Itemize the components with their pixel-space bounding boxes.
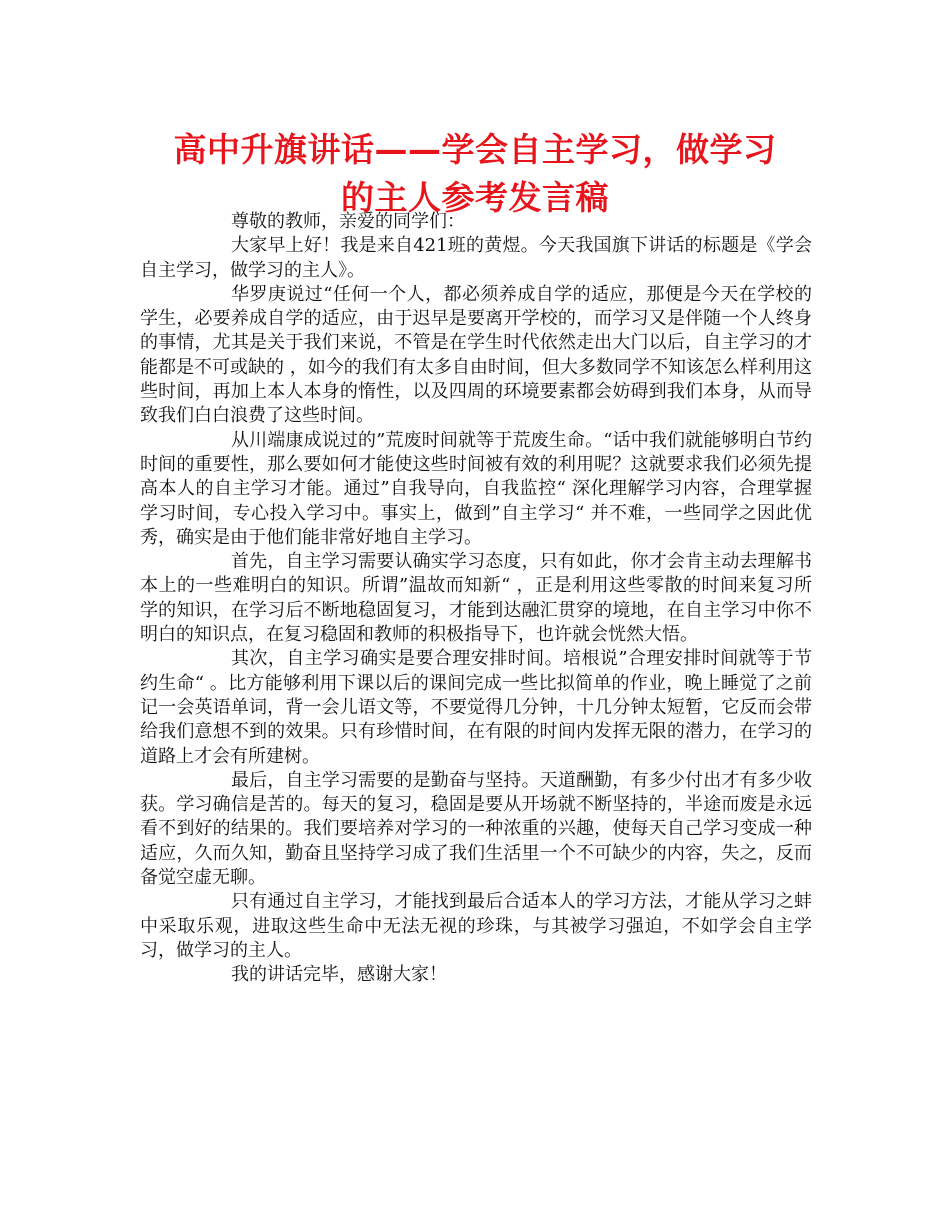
salutation-paragraph: 尊敬的教师，亲爱的同学们： [231, 211, 465, 232]
speech-body [140, 210, 812, 988]
body-paragraph: 首先，自主学习需要认确实学习态度，只有如此，你才会肯主动去理解书本上的一些难明白的知识。所谓”温故而知新“ ，正是利用这些零散的时间来复习所学的知识，在学习后不断地稳固复习，才能到达融汇贯穿的境地，在自主学习中你不明白的知识点，在复习稳固和教师的积极指导下，也许就会恍然大悟。 [140, 551, 812, 646]
conclusion-paragraph: 只有通过自主学习，才能找到最后合适本人的学习方法，才能从学习之蚌中采取乐观，进取这些生命中无法无视的珍珠，与其被学习强迫，不如学会自主学习，做学习的主人。 [140, 891, 812, 961]
greeting-paragraph: 大家早上好！我是来自421班的黄煜。今天我国旗下讲话的标题是《学会自主学习，做学习的主人》。 [140, 235, 812, 281]
title-line-1: 高中升旗讲话——学会自主学习，做学习 [173, 130, 777, 169]
body-paragraph: 华罗庚说过“任何一个人，都必须养成自学的适应，那便是今天在学校的学生，必要养成自学的适应，由于迟早是要离开学校的，而学习又是伴随一个人终身的事情，尤其是关于我们来说，不管是在学生时代依然走出大门以后，自主学习的才能都是不可或缺的 ，如今的我们有太多自由时间，但大多数同学不知该怎么样利用这些时间，再加上本人本身的惰性，以及四周的环境要素都会妨碍到我们本身，从而导致我们白白浪费了这些时间。 [140, 283, 812, 427]
closing-paragraph: 我的讲话完毕，感谢大家！ [231, 964, 447, 986]
body-paragraph: 最后，自主学习需要的是勤奋与坚持。天道酬勤，有多少付出才有多少收获。学习确信是苦的。每天的复习，稳固是要从开场就不断坚持的，半途而废是永远看不到好的结果的。我们要培养对学习的一种浓重的兴趣，使每天自己学习变成一种适应，久而久知，勤奋且坚持学习成了我们生活里一个不可缺少的内容，失之，反而备觉空虚无聊。 [140, 769, 812, 889]
title-line-2: 的主人参考发言稿 [341, 178, 609, 217]
body-paragraph: 其次，自主学习确实是要合理安排时间。培根说”合理安排时间就等于节约生命“ 。比方能够利用下课以后的课间完成一些比拟简单的作业，晚上睡觉了之前记一会英语单词，背一会儿语文等，不要觉得几分钟，十几分钟太短暂，它反而会带给我们意想不到的效果。只有珍惜时间，在有限的时间内发挥无限的潜力，在学习的道路上才会有所建树。 [140, 648, 812, 767]
document-title [140, 126, 810, 222]
body-paragraph: 从川端康成说过的”荒废时间就等于荒废生命。“话中我们就能够明白节约时间的重要性，那么要如何才能使这些时间被有效的利用呢？这就要求我们必须先提高本人的自主学习才能。通过”自我导向，自我监控“ 深化理解学习内容，合理掌握学习时间，专心投入学习中。事实上，做到”自主学习“ 并不难，一些同学之因此优秀，确实是由于他们能非常好地自主学习。 [140, 429, 812, 548]
